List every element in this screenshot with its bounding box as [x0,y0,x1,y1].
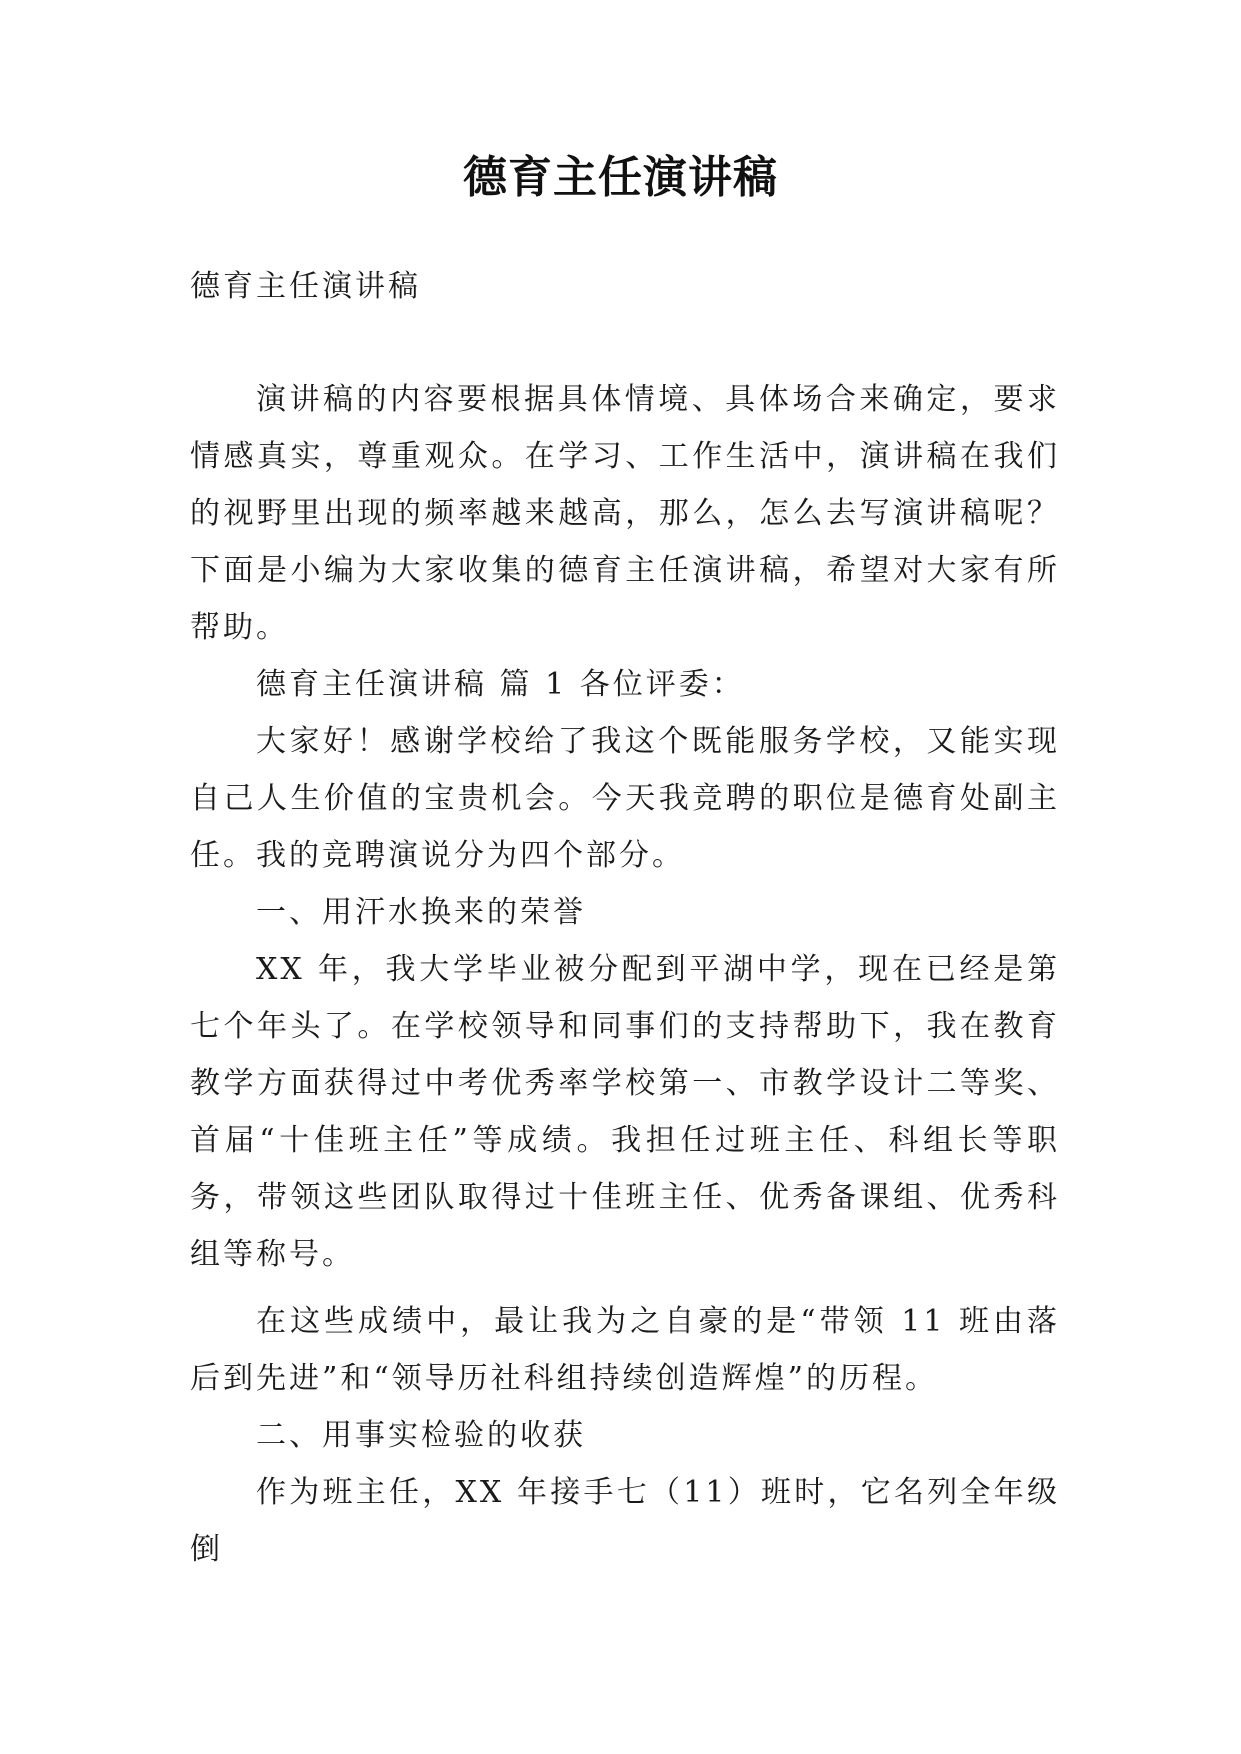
intro-paragraph: 演讲稿的内容要根据具体情境、具体场合来确定，要求情感真实，尊重观众。在学习、工作生活中，演讲稿在我们的视野里出现的频率越来越高，那么，怎么去写演讲稿呢？下面是小编为大家收集的德育主任演讲稿，希望对大家有所帮助。 [190,382,1060,645]
document-subtitle: 德育主任演讲稿 [190,269,421,304]
honor-paragraph: XX 年，我大学毕业被分配到平湖中学，现在已经是第七个年头了。在学校领导和同事们的支持帮助下，我在教育教学方面获得过中考优秀率学校第一、市教学设计二等奖、首届“十佳班主任”等成绩。我担任过班主任、科组长等职务，带领这些团队取得过十佳班主任、优秀备课组、优秀科组等称号。 [190,952,1060,1272]
pride-paragraph: 在这些成绩中，最让我为之自豪的是“带领 11 班由落后到先进”和“领导历社科组持续创造辉煌”的历程。 [190,1304,1060,1396]
greeting-paragraph: 大家好！感谢学校给了我这个既能服务学校，又能实现自己人生价值的宝贵机会。今天我竞聘的职位是德育处副主任。我的竞聘演说分为四个部分。 [190,724,1060,873]
section-heading-part1: 德育主任演讲稿 篇 1 各位评委： [256,667,745,702]
document-body [190,258,1060,1578]
class-paragraph: 作为班主任，XX 年接手七（11）班时，它名列全年级倒 [190,1475,1060,1567]
heading-honor: 一、用汗水换来的荣誉 [256,895,586,930]
document-title: 德育主任演讲稿 [463,152,778,203]
heading-gains: 二、用事实检验的收获 [256,1418,586,1453]
